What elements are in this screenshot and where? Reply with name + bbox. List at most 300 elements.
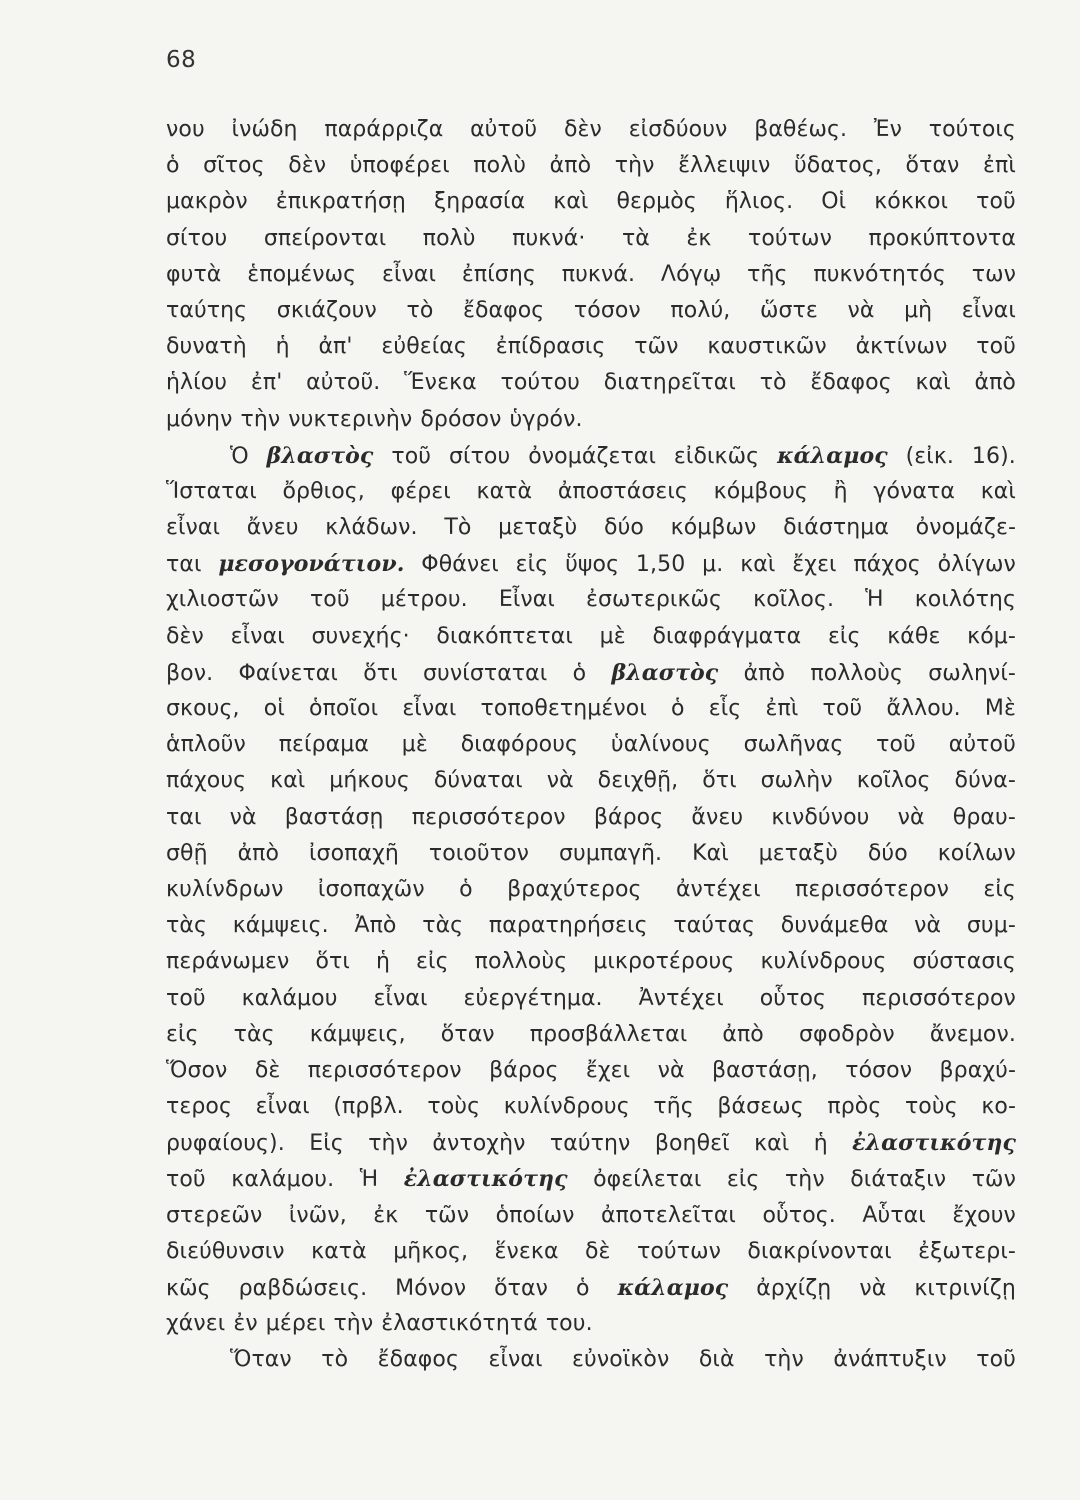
word: Οἱ <box>821 189 847 215</box>
word: ταύτης <box>166 297 248 323</box>
word: τὰ <box>621 225 650 251</box>
word: κῶς <box>166 1276 211 1301</box>
word: ἀπὸ <box>237 840 280 866</box>
word: τὴν <box>368 1131 408 1157</box>
word: κοῖλος. <box>753 587 835 613</box>
word: εἶναι <box>255 1094 310 1120</box>
word: ἡλίου <box>166 370 228 396</box>
word: συμ- <box>966 913 1016 939</box>
word: περισσότερον <box>795 876 949 902</box>
word: κοῖλος <box>856 768 931 794</box>
text-line <box>166 619 1016 655</box>
word: των <box>971 261 1016 287</box>
word: ἡ <box>813 1131 828 1157</box>
word: τούτου <box>500 370 580 396</box>
word: ἐλαστικότης <box>852 1130 1016 1157</box>
word: εἰς <box>515 552 549 578</box>
text-line <box>166 221 1016 257</box>
word: γόνατα <box>873 478 955 504</box>
word: προκύπτοντα <box>868 225 1016 251</box>
text-line <box>166 1198 1016 1234</box>
word: κοίλων <box>937 840 1016 866</box>
word: ὑποφέρει <box>349 153 450 179</box>
word: τοῦ <box>976 1347 1016 1373</box>
word: ἐλαστικότης <box>403 1166 568 1193</box>
word: ἀπὸ <box>722 1021 764 1047</box>
word: διακρίνονται <box>747 1238 892 1264</box>
word: οὗτος <box>759 985 827 1011</box>
word: εὐεργέτημα. <box>463 985 603 1011</box>
word: βλαστὸς <box>266 442 374 469</box>
word: σκους, <box>166 696 240 721</box>
word: ἀντοχὴν <box>432 1131 526 1157</box>
word: τοὺς <box>427 1094 481 1120</box>
word: κάλαμος <box>777 442 888 469</box>
word: σκιάζουν <box>276 297 377 323</box>
word: ἐν <box>233 1311 258 1337</box>
text-line <box>166 365 1016 401</box>
word: κατὰ <box>311 1238 367 1264</box>
word: Εἰς <box>309 1131 344 1157</box>
text-line <box>166 257 1016 293</box>
word: βλαστὸς <box>611 659 719 686</box>
word: ὅταν <box>494 1276 549 1301</box>
word: ἐξωτερι- <box>918 1238 1016 1264</box>
word: σίτου <box>166 225 228 251</box>
word: ἡ <box>275 334 290 360</box>
text-line <box>166 438 1016 474</box>
word: εἶναι <box>166 515 221 541</box>
text-line <box>166 1342 1016 1378</box>
word: εἶναι <box>230 623 285 649</box>
word: τόσον <box>845 1057 913 1083</box>
word: ἰσοπαχῆ <box>309 840 399 866</box>
word: Αὗται <box>862 1202 926 1228</box>
word: κυλίνδρων <box>166 876 284 902</box>
word: τὴν <box>333 1311 374 1337</box>
word: φέρει <box>390 478 451 504</box>
word: Φθάνει <box>421 552 499 578</box>
word: ἕνεκα <box>494 1238 559 1264</box>
word: μέρει <box>265 1311 326 1337</box>
word: τοῦ <box>976 334 1016 360</box>
word: δὲ <box>254 1057 281 1083</box>
word: κοιλότης <box>914 587 1016 613</box>
word: τῶν <box>424 1202 470 1228</box>
word: ἄλλου. <box>886 696 961 721</box>
word: σωλῆνας <box>743 732 844 758</box>
word: μεταξὺ <box>498 515 578 541</box>
word: τοῦ <box>391 443 432 469</box>
word: εἰς <box>983 876 1016 902</box>
word: τούτων <box>747 225 832 251</box>
word: περισσότερον <box>411 804 566 830</box>
word: εἰς <box>827 623 861 649</box>
word: ὅταν <box>440 1021 495 1047</box>
word: νὰ <box>914 913 942 939</box>
word: Ἵσταται <box>166 478 257 504</box>
word: εἶναι <box>961 297 1016 323</box>
word: ἀντέχει <box>675 876 761 902</box>
word: μεσογονάτιον. <box>218 551 405 578</box>
word: κάλαμος <box>617 1275 729 1301</box>
text-line <box>166 582 1016 618</box>
word: τὸ <box>321 1347 349 1373</box>
word: κο- <box>981 1094 1016 1120</box>
word: τὰς <box>233 1021 275 1047</box>
word: μὴ <box>904 297 933 323</box>
word: ἔδαφος <box>810 370 892 396</box>
word: ἐκ <box>373 1202 399 1228</box>
word: ἔδαφος <box>377 1347 459 1373</box>
word: κλάδων. <box>325 515 418 541</box>
text-line <box>166 1161 1016 1197</box>
word: τοῦ <box>876 732 916 758</box>
word: τὰς <box>422 913 464 939</box>
word: εὐθείας <box>381 334 467 360</box>
word: δὲ <box>584 1238 611 1264</box>
word: Ἡ <box>865 587 884 613</box>
word: σωλὴν <box>760 768 833 794</box>
text-line <box>166 981 1016 1017</box>
word: καὶ <box>553 189 589 215</box>
word: τοποθετημένοι <box>480 696 647 721</box>
word: τοῦ <box>976 189 1016 215</box>
text-line <box>166 763 1016 799</box>
word: δὲν <box>166 623 204 649</box>
word: πολλοὺς <box>474 949 568 975</box>
text-line <box>166 1017 1016 1053</box>
text-line <box>166 800 1016 836</box>
text-line <box>166 836 1016 872</box>
word: διάστημα <box>783 515 889 541</box>
word: νὰ <box>546 768 574 794</box>
word: συμπαγῆ. <box>558 840 663 866</box>
word: ἥλιος. <box>724 189 794 215</box>
word: σωληνί- <box>928 660 1016 686</box>
word: κάμψεις. <box>232 913 329 939</box>
text-line <box>166 112 1016 148</box>
word: Μόνον <box>395 1276 467 1301</box>
word: πάχος <box>853 552 921 578</box>
word: ἀπ' <box>318 334 353 360</box>
word: ὕδατος, <box>793 153 882 179</box>
word: ἡ <box>375 949 390 975</box>
word: τούτοις <box>928 117 1016 142</box>
word: ἰσοπαχῶν <box>317 876 425 902</box>
word: δύο <box>604 515 644 541</box>
word: ἀποστάσεις <box>557 478 688 504</box>
word: καὶ <box>754 1131 790 1157</box>
word: κόμβους <box>713 478 808 504</box>
word: ἑπομένως <box>247 261 357 287</box>
word: κάμψεις, <box>309 1021 406 1047</box>
text-line <box>166 1125 1016 1161</box>
word: κάθε <box>887 623 941 649</box>
word: μόνην <box>166 406 233 432</box>
word: Ὅταν <box>230 1347 292 1373</box>
word: μὲ <box>401 732 428 758</box>
word: Τὸ <box>444 515 472 541</box>
word: σύστασις <box>912 949 1016 975</box>
word: θερμὸς <box>616 189 697 215</box>
word: εἶναι <box>373 985 428 1011</box>
word: ἐσωτερικῶς <box>585 587 723 613</box>
word: τοῦ <box>166 985 206 1011</box>
word: εὐνοϊκὸν <box>572 1347 670 1373</box>
word: ραβδώσεις. <box>238 1276 368 1301</box>
word: ἐπὶ <box>983 153 1016 179</box>
word: Ὁ <box>230 443 249 469</box>
word: Ἀντέχει <box>638 985 724 1011</box>
word: ἐπίσης <box>461 261 536 287</box>
word: τοῦ <box>822 696 863 721</box>
word: μὲ <box>599 623 626 649</box>
word: ἀκτίνων <box>855 334 948 360</box>
word: βάρος <box>489 1057 559 1083</box>
word: δυνατὴ <box>166 334 247 360</box>
word: βραχύτερος <box>507 876 642 902</box>
word: ἀρχίζῃ <box>756 1276 832 1301</box>
word: ἔχει <box>792 552 837 578</box>
word: δὲν <box>563 117 602 142</box>
word: δύναται <box>433 768 523 794</box>
word: ἀπὸ <box>974 370 1016 396</box>
word: τῶν <box>971 1167 1016 1193</box>
word: τῆς <box>747 261 788 287</box>
word: χάνει <box>166 1311 226 1337</box>
word: νὰ <box>229 804 257 830</box>
word: εἰδικῶς <box>673 443 760 469</box>
word: ταύτας <box>673 913 756 939</box>
word: ὁ <box>166 153 180 179</box>
word: περάνωμεν <box>166 949 290 975</box>
word: μεταξὺ <box>758 840 838 866</box>
text-line <box>166 1270 1016 1306</box>
word: τὰς <box>166 913 207 939</box>
word: βον. <box>166 660 214 686</box>
word: εἰς <box>166 1021 199 1047</box>
text-line <box>166 727 1016 763</box>
word: οὗτος. <box>762 1202 836 1228</box>
word: βραχύ- <box>939 1057 1016 1083</box>
word: τερος <box>166 1094 232 1120</box>
text-line <box>166 1234 1016 1270</box>
word: τοῦ <box>309 587 350 613</box>
word: σθῇ <box>166 840 208 866</box>
word: 16). <box>971 443 1016 469</box>
word: περισσότερον <box>861 985 1016 1011</box>
word: εἶναι <box>402 696 457 721</box>
word: ρυφαίους). <box>166 1131 285 1157</box>
text-line <box>166 1306 1016 1342</box>
word: δρόσον <box>420 406 502 432</box>
word: πείραμα <box>278 732 369 758</box>
word: Λόγῳ <box>660 261 722 287</box>
word: νὰ <box>897 804 925 830</box>
word: βάσεως <box>717 1094 804 1120</box>
word: Καὶ <box>692 840 729 866</box>
word: αὐτοῦ <box>470 117 538 142</box>
word: ἰνῶν, <box>288 1202 347 1228</box>
word: ἔλλειψιν <box>678 153 771 179</box>
word: βαθέως. <box>754 117 848 142</box>
word: ἐπὶ <box>765 696 799 721</box>
word: ξηρασία <box>433 189 526 215</box>
word: σίτου <box>449 443 511 469</box>
word: ται <box>166 804 202 830</box>
word: καὶ <box>270 768 306 794</box>
word: ὅτι <box>315 949 350 975</box>
word: ὁποίων <box>495 1202 575 1228</box>
word: εἷς <box>708 696 742 721</box>
word: ἀνάπτυξιν <box>833 1347 947 1373</box>
word: (εἰκ. <box>905 443 955 469</box>
word: ἢ <box>833 478 848 504</box>
text-line <box>166 148 1016 184</box>
word: τοὺς <box>904 1094 958 1120</box>
word: αὐτοῦ. <box>306 370 381 396</box>
word: δυνάμεθα <box>780 913 889 939</box>
word: ὀνομάζε- <box>915 515 1016 541</box>
word: ὥστε <box>759 297 818 323</box>
word: νὰ <box>859 1276 887 1301</box>
text-line <box>166 329 1016 365</box>
word: καλάμου. <box>231 1167 335 1193</box>
word: ἐλαστικότητά <box>381 1311 538 1337</box>
word: βαστάσῃ <box>284 804 384 830</box>
text-line <box>166 510 1016 546</box>
word: εἰς <box>416 949 449 975</box>
word: ἐπ' <box>250 370 283 396</box>
word: τὴν <box>240 406 281 432</box>
word: ὁ <box>572 660 587 686</box>
word: ὀφείλεται <box>593 1167 702 1193</box>
word: διακόπτεται <box>436 623 573 649</box>
word: νου <box>166 117 205 142</box>
word: Ἡ <box>359 1167 379 1193</box>
word: Ἕνεκα <box>404 370 477 396</box>
word: πολὺ <box>422 225 476 251</box>
word: πυκνά· <box>512 225 586 251</box>
word: μικροτέρους <box>593 949 735 975</box>
word: τοιοῦτον <box>428 840 530 866</box>
word: δειχθῇ, <box>597 768 679 794</box>
word: μακρὸν <box>166 189 248 215</box>
word: παρατηρήσεις <box>488 913 648 939</box>
word: πολλοὺς <box>810 660 903 686</box>
word: καὶ <box>980 478 1016 504</box>
word: Ἐν <box>873 117 902 142</box>
text-line <box>166 402 1016 438</box>
word: διατηρεῖται <box>603 370 736 396</box>
word: τῶν <box>634 334 679 360</box>
word: διάταξιν <box>850 1167 947 1193</box>
word: πυκνά. <box>561 261 636 287</box>
text-line <box>166 474 1016 510</box>
word: κινδύνου <box>771 804 870 830</box>
word: προσβάλλεται <box>529 1021 688 1047</box>
word: ἀπὸ <box>743 660 786 686</box>
word: καλάμου <box>241 985 338 1011</box>
word: ὀνομάζεται <box>528 443 656 469</box>
word: καὶ <box>915 370 951 396</box>
word: τοῦ <box>166 1167 206 1193</box>
word: διεύθυνσιν <box>166 1238 285 1264</box>
text-line <box>166 944 1016 980</box>
word: νὰ <box>847 297 875 323</box>
word: τὴν <box>764 1347 804 1373</box>
word: ὁποῖοι <box>309 696 379 721</box>
word: τὴν <box>784 1167 825 1193</box>
word: ὑαλίνους <box>610 732 711 758</box>
word: κόμ- <box>967 623 1016 649</box>
word: καυστικῶν <box>707 334 827 360</box>
word: σῖτος <box>203 153 265 179</box>
word: Φαίνεται <box>238 660 338 686</box>
word: πρὸς <box>827 1094 882 1120</box>
word: κόμβων <box>670 515 757 541</box>
word: δύνα- <box>954 768 1016 794</box>
word: τὸ <box>406 297 434 323</box>
word: βαστάσῃ, <box>711 1057 818 1083</box>
word: βοηθεῖ <box>654 1131 730 1157</box>
text-line <box>166 872 1016 908</box>
word: βάρος <box>593 804 664 830</box>
word: σπείρονται <box>263 225 387 251</box>
text-line <box>166 184 1016 220</box>
word: ὄρθιος, <box>282 478 365 504</box>
word: ἐκ <box>686 225 712 251</box>
word: ἰνώδη <box>231 117 298 142</box>
word: πολύ, <box>670 297 731 323</box>
word: νυκτερινὴν <box>288 406 413 432</box>
word: ἁπλοῦν <box>166 732 246 758</box>
text-line <box>166 655 1016 691</box>
word: ὀλίγων <box>937 552 1016 578</box>
word: ται <box>166 552 202 578</box>
word: τῆς <box>653 1094 694 1120</box>
word: εἶναι <box>382 261 437 287</box>
word: ὁ <box>671 696 685 721</box>
word: του. <box>545 1311 593 1337</box>
word: μ. <box>702 552 724 578</box>
word: τούτων <box>636 1238 721 1264</box>
text-line <box>166 293 1016 329</box>
word: στερεῶν <box>166 1202 263 1228</box>
word: ὑγρόν. <box>509 406 583 432</box>
word: κατὰ <box>476 478 533 504</box>
text-line <box>166 1053 1016 1089</box>
word: μῆκος, <box>393 1238 469 1264</box>
word: ὁ <box>459 876 473 902</box>
word: θραυ- <box>952 804 1016 830</box>
word: συνεχής· <box>311 623 410 649</box>
word: ἔδαφος <box>462 297 545 323</box>
word: ταύτην <box>549 1131 631 1157</box>
word: μήκους <box>329 768 410 794</box>
word: σφοδρὸν <box>798 1021 895 1047</box>
word: ἔχουν <box>952 1202 1016 1228</box>
text-line <box>166 1089 1016 1125</box>
word: χιλιοστῶν <box>166 587 279 613</box>
word: ἀπὸ <box>549 153 592 179</box>
word: τὴν <box>614 153 655 179</box>
word: εἶναι <box>488 1347 543 1373</box>
word: ὅταν <box>905 153 960 179</box>
text-line <box>166 691 1016 727</box>
word: οἱ <box>263 696 285 721</box>
